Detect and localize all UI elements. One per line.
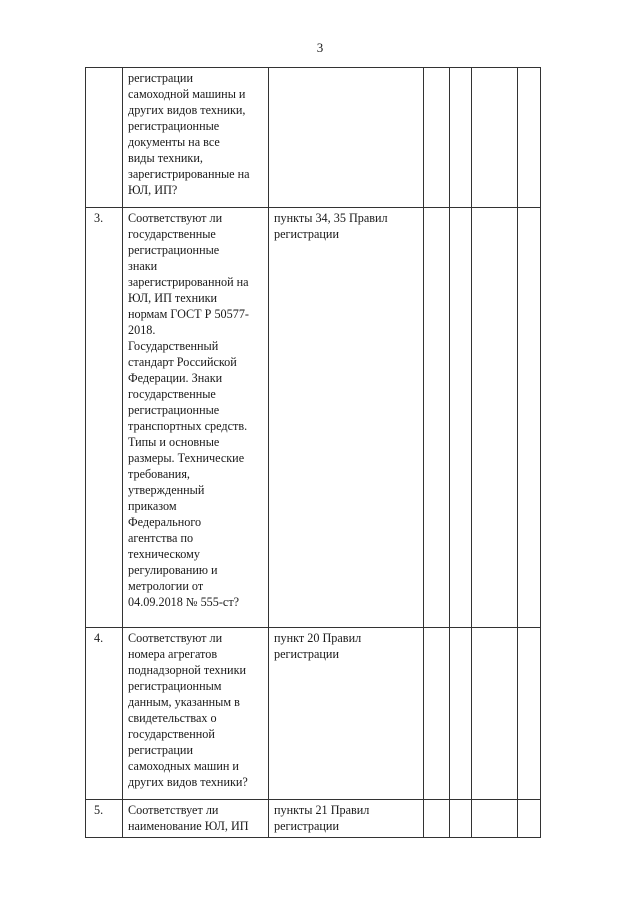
answer-cell-no bbox=[450, 68, 472, 208]
row-number: 3. bbox=[86, 208, 123, 628]
checklist-table bbox=[85, 67, 541, 838]
notes-cell bbox=[518, 68, 541, 208]
question-text: регистрации самоходной машины и других видов техники, регистрационные документы на все виды техники, зарегистрированные на ЮЛ, ИП? bbox=[123, 68, 269, 208]
answer-cell-na bbox=[472, 628, 518, 800]
table-row bbox=[86, 628, 541, 800]
question-text: Соответствуют ли государственные регистрационные знаки зарегистрированной на ЮЛ, ИП техники нормам ГОСТ Р 50577- 2018. Государственный стандарт Российской Федерации. Знаки государственные регистрационные транспортных средств. Типы и основные размеры. Технические требования, утвержденный приказом Федерального агентства по техническому регулированию и метрологии от 04.09.2018 № 555-ст? bbox=[123, 208, 269, 628]
notes-cell bbox=[518, 628, 541, 800]
answer-cell-na bbox=[472, 208, 518, 628]
row-number: 5. bbox=[86, 800, 123, 838]
notes-cell bbox=[518, 208, 541, 628]
table-row bbox=[86, 800, 541, 838]
answer-cell-yes bbox=[424, 208, 450, 628]
requirement-reference bbox=[269, 68, 424, 208]
question-text: Соответствуют ли номера агрегатов поднадзорной техники регистрационным данным, указанным в свидетельствах о государственной регистрации самоходных машин и других видов техники? bbox=[123, 628, 269, 800]
page-number: 3 bbox=[316, 40, 324, 55]
answer-cell-na bbox=[472, 800, 518, 838]
answer-cell-yes bbox=[424, 800, 450, 838]
requirement-reference: пункты 34, 35 Правил регистрации bbox=[269, 208, 424, 628]
row-number bbox=[86, 68, 123, 208]
table-row bbox=[86, 68, 541, 208]
checklist-table-container bbox=[85, 67, 540, 838]
table-row bbox=[86, 208, 541, 628]
answer-cell-na bbox=[472, 68, 518, 208]
requirement-reference: пункты 21 Правил регистрации bbox=[269, 800, 424, 838]
requirement-reference: пункт 20 Правил регистрации bbox=[269, 628, 424, 800]
notes-cell bbox=[518, 800, 541, 838]
answer-cell-yes bbox=[424, 628, 450, 800]
row-number: 4. bbox=[86, 628, 123, 800]
answer-cell-no bbox=[450, 628, 472, 800]
answer-cell-no bbox=[450, 208, 472, 628]
answer-cell-yes bbox=[424, 68, 450, 208]
answer-cell-no bbox=[450, 800, 472, 838]
question-text: Соответствует ли наименование ЮЛ, ИП bbox=[123, 800, 269, 838]
